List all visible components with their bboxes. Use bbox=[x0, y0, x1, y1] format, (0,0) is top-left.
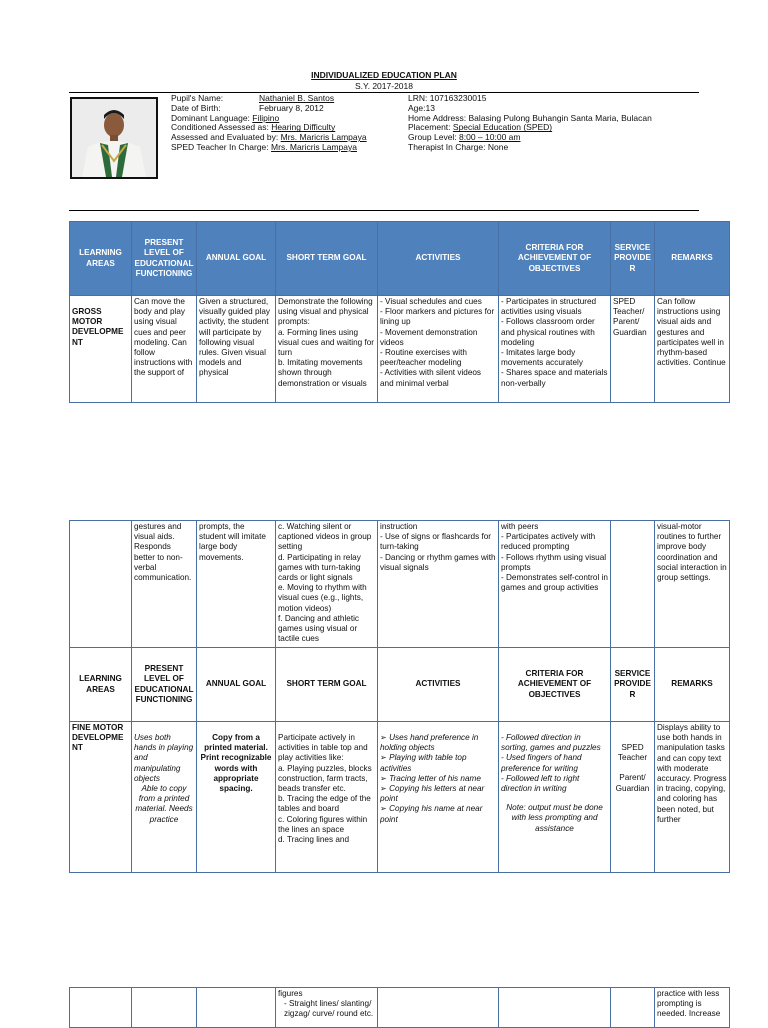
info-rule bbox=[69, 210, 699, 211]
school-year: S.Y. 2017-2018 bbox=[355, 81, 413, 91]
gm-annual-goal: Given a structured, visually guided play activity, the student will participate by following visual rules. Given visual models and physical bbox=[199, 297, 271, 378]
gm-stg-line: Demonstrate the following using visual and physical prompts: bbox=[278, 297, 373, 327]
iep-table-gross-motor-1 bbox=[69, 221, 730, 403]
gm2-criteria bbox=[501, 522, 608, 646]
fm-criterion: - Followed left to right direction in writing bbox=[501, 773, 580, 794]
gm2-stg-line: d. Participating in relay games with turn-taking cards or light signals bbox=[278, 552, 361, 583]
condition-value: Hearing Difficulty bbox=[271, 122, 336, 133]
therapist-value: Therapist In Charge: None bbox=[408, 141, 509, 152]
col2-present-level: PRESENT LEVEL OF EDUCATIONAL FUNCTIONING bbox=[132, 648, 197, 722]
assessed-value: Mrs. Maricris Lampaya bbox=[280, 132, 367, 143]
col-learning-areas: LEARNING AREAS bbox=[70, 222, 132, 296]
fm-activity: ➢ Tracing letter of his name bbox=[380, 774, 496, 784]
gm-activities bbox=[380, 297, 496, 401]
gm2-activity: - Dancing or rhythm games with visual signals bbox=[380, 552, 496, 572]
gm2-stg-line: f. Dancing and athletic games using visual or tactile cues bbox=[278, 613, 360, 644]
gm-criterion: - Participates in structured activities using visuals bbox=[501, 297, 597, 317]
col-remarks: REMARKS bbox=[655, 222, 730, 296]
fm-activities bbox=[380, 723, 496, 871]
col-service-provider: SERVICE PROVIDER bbox=[611, 222, 655, 296]
gm-service-provider: SPED Teacher/ Parent/ Guardian bbox=[613, 297, 647, 337]
fm-present-a: Uses both hands in playing and manipulating objects bbox=[134, 733, 194, 783]
pupil-name: Nathaniel B. Santos bbox=[259, 93, 335, 103]
fm2-criteria-empty bbox=[499, 988, 611, 1028]
assessed-label: Assessed and Evaluated by: bbox=[171, 132, 279, 143]
fm2-annual-empty bbox=[197, 988, 276, 1028]
col-annual-goal: ANNUAL GOAL bbox=[197, 222, 276, 296]
gm2-present-level: gestures and visual aids. Responds better to non-verbal communication. bbox=[134, 522, 192, 583]
col2-annual-goal: ANNUAL GOAL bbox=[197, 648, 276, 722]
fm-present-b: Able to copy from a printed material. Needs practice bbox=[135, 784, 193, 824]
gm2-criterion: - Follows rhythm using visual prompts bbox=[501, 552, 607, 572]
col2-criteria: CRITERIA FOR ACHIEVEMENT OF OBJECTIVES bbox=[499, 648, 611, 722]
header-rule bbox=[69, 92, 699, 93]
col-activities: ACTIVITIES bbox=[378, 222, 499, 296]
fm2-area-empty bbox=[70, 988, 132, 1028]
fm-provider-b: Parent/ Guardian bbox=[615, 773, 650, 793]
gm-stg-line: a. Forming lines using visual cues and waiting for turn bbox=[278, 327, 375, 358]
area-fine-motor: FINE MOTOR DEVELOPMENT bbox=[72, 723, 124, 753]
iep-table-motor-2 bbox=[69, 520, 730, 873]
col2-service-provider: SERVICE PROVIDER bbox=[611, 648, 655, 722]
fm2-activities-empty bbox=[378, 988, 499, 1028]
fm-stg-line: Participate actively in activities in table top and play activities like: bbox=[278, 733, 368, 763]
fm-stg-line: d. Tracing lines and bbox=[278, 835, 350, 845]
fm-annual-goal: Copy from a printed material. Print recognizable words with appropriate spacing. bbox=[200, 733, 272, 794]
area-gross-motor: GROSS MOTOR DEVELOPMENT bbox=[72, 307, 124, 347]
fm-remarks: Displays ability to use both hands in manipulation tasks and can copy text with moderate accuracy. Progress in tracing, copying, and coloring has been noted, but further bbox=[657, 723, 727, 824]
fm-stg-line: a. Playing puzzles, blocks construction, farm tracts, beads transfer etc. bbox=[278, 763, 372, 794]
fm-stg-line: b. Tracing the edge of the tables and board bbox=[278, 794, 371, 814]
gm-stg-line: b. Imitating movements shown through demonstration or visuals bbox=[278, 358, 367, 388]
lrn-value: LRN: 107163230015 bbox=[408, 93, 487, 103]
gm2-remarks: visual-motor routines to further improve body coordination and social interaction in group settings. bbox=[657, 522, 727, 583]
gm2-activity: - Use of signs or flashcards for turn-taking bbox=[380, 532, 492, 552]
pupil-info-left bbox=[171, 94, 367, 153]
placement-value: Special Education (SPED) bbox=[452, 122, 553, 133]
fm-criteria bbox=[501, 723, 608, 871]
address-value: Home Address: Balasing Pulong Buhangin Santa Maria, Bulacan bbox=[408, 112, 652, 123]
gm2-provider-empty bbox=[611, 521, 655, 648]
gm-remarks: Can follow instructions using visual aids and gestures and participates well in rhythm-based activities. Continue bbox=[657, 297, 726, 368]
document-title: INDIVIDUALIZED EDUCATION PLAN bbox=[311, 70, 457, 80]
fm-activity: ➢ Copying his letters at near point bbox=[380, 784, 496, 804]
col-criteria: CRITERIA FOR ACHIEVEMENT OF OBJECTIVES bbox=[499, 222, 611, 296]
fm-service-provider bbox=[613, 723, 652, 871]
dob-value: February 8, 2012 bbox=[259, 102, 324, 113]
gm2-criterion: - Participates actively with reduced prompting bbox=[501, 532, 596, 552]
fm-criteria-note: Note: output must be done with less prompting and assistance bbox=[506, 803, 603, 833]
gm2-annual-goal: prompts, the student will imitate large body movements. bbox=[199, 522, 266, 562]
gm-criteria bbox=[501, 297, 608, 401]
col2-remarks: REMARKS bbox=[655, 648, 730, 722]
col2-activities: ACTIVITIES bbox=[378, 648, 499, 722]
teacher-label: SPED Teacher In Charge: bbox=[171, 141, 269, 152]
gm-activity: - Movement demonstration videos bbox=[380, 327, 478, 347]
fm-provider-a: SPED Teacher bbox=[617, 743, 648, 763]
gm2-area-empty bbox=[70, 521, 132, 648]
gm2-stg-line: e. Moving to rhythm with visual cues (e.g., lights, motion videos) bbox=[278, 583, 367, 613]
dob-label: Date of Birth: bbox=[171, 102, 221, 113]
fm2-provider-empty bbox=[611, 988, 655, 1028]
fm-activity: ➢ Uses hand preference in holding objects bbox=[380, 733, 496, 753]
gm-activity: - Routine exercises with peer/teacher modeling bbox=[380, 348, 467, 368]
fm-criterion: - Followed direction in sorting, games and puzzles bbox=[501, 733, 601, 753]
fm-present-level bbox=[134, 723, 194, 871]
iep-table-fine-motor-2 bbox=[69, 987, 730, 1028]
col-present-level: PRESENT LEVEL OF EDUCATIONAL FUNCTIONING bbox=[132, 222, 197, 296]
gm-activity: - Floor markers and pictures for lining up bbox=[380, 307, 495, 327]
teacher-value: Mrs. Maricris Lampaya bbox=[271, 141, 357, 152]
gm-short-term-goal bbox=[278, 297, 375, 401]
col-short-term-goal: SHORT TERM GOAL bbox=[276, 222, 378, 296]
fm-activity: ➢ Copying his name at near point bbox=[380, 804, 496, 824]
fm2-stg-line: figures bbox=[278, 989, 303, 998]
language-label: Dominant Language: bbox=[171, 112, 250, 123]
fm-short-term-goal bbox=[278, 723, 375, 871]
gm-activity: - Visual schedules and cues bbox=[380, 297, 482, 306]
pupil-name-label: Pupil's Name: bbox=[171, 93, 224, 103]
fm2-present-empty bbox=[132, 988, 197, 1028]
gm-criterion: - Shares space and materials non-verbally bbox=[501, 368, 608, 388]
fm-stg-line: c. Coloring figures within the lines an space bbox=[278, 814, 368, 834]
gm2-stg-line: c. Watching silent or captioned videos in group setting bbox=[278, 522, 372, 552]
fm2-short-term-goal bbox=[278, 989, 375, 1023]
gm2-criterion: - Demonstrates self-control in games and group activities bbox=[501, 573, 608, 593]
fm2-stg-line: - Straight lines/ slanting/ zigzag/ curve/ round etc. bbox=[284, 999, 374, 1019]
gm-present-level: Can move the body and play using visual cues and peer modeling. Can follow instructions with the support of bbox=[134, 297, 193, 378]
gm2-activities bbox=[380, 522, 496, 646]
gm-activity: - Activities with silent videos and minimal verbal bbox=[380, 368, 482, 388]
col2-learning-areas: LEARNING AREAS bbox=[70, 648, 132, 722]
pupil-photo-image bbox=[72, 99, 156, 177]
col2-short-term-goal: SHORT TERM GOAL bbox=[276, 648, 378, 722]
group-label: Group Level: bbox=[408, 132, 457, 143]
fm2-remarks: practice with less prompting is needed. Increase bbox=[657, 989, 721, 1019]
fm-criterion: - Used fingers of hand preference for writing bbox=[501, 753, 582, 773]
language-value: Filipino bbox=[252, 112, 280, 123]
gm2-short-term-goal bbox=[278, 522, 375, 646]
pupil-photo bbox=[70, 97, 158, 179]
fm-activity: ➢ Playing with table top activities bbox=[380, 753, 496, 773]
gm2-criterion: with peers bbox=[501, 522, 539, 531]
placement-label: Placement: bbox=[408, 122, 451, 133]
gm-criterion: - Imitates large body movements accurately bbox=[501, 348, 583, 368]
gm-criterion: - Follows classroom order and physical routines with modeling bbox=[501, 317, 595, 347]
group-value: 8:00 – 10:00 am bbox=[459, 132, 521, 143]
gm2-activity: instruction bbox=[380, 522, 418, 531]
condition-label: Conditioned Assessed as: bbox=[171, 122, 269, 133]
age-value: Age:13 bbox=[408, 102, 435, 113]
pupil-info-right bbox=[408, 94, 652, 153]
